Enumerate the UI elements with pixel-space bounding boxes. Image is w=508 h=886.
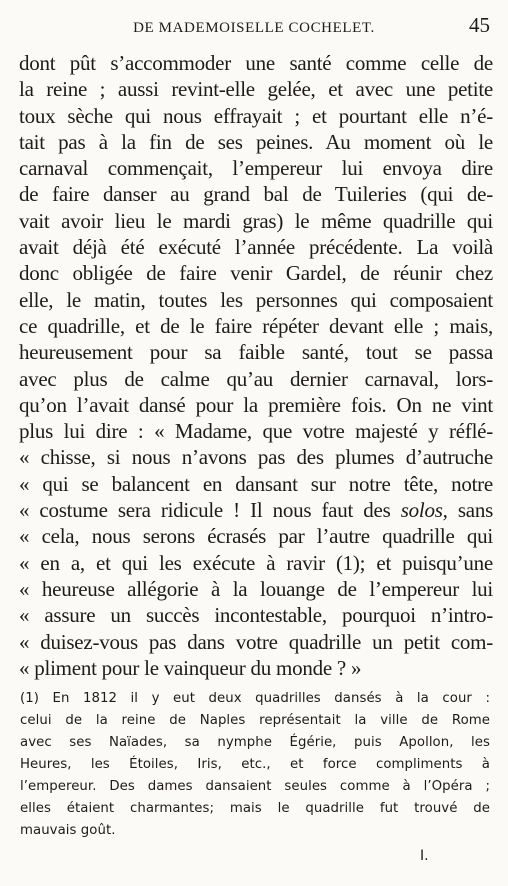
text-line: « cela, nous serons écrasés par l’autre quadrille qui [19,524,493,549]
text-line: « en a, et qui les exécute à ravir (1); et puisqu’une [19,550,493,575]
text-line: avec plus de calme qu’au dernier carnaval, lors- [19,366,493,391]
text-line: avait déjà été exécuté l’année précédente. La voilà [19,235,493,260]
text-line: de faire danser au grand bal de Tuileries (qui de- [19,182,493,207]
text-line: carnaval commençait, l’empereur lui envoya dire [19,156,493,181]
text-fragment: sans [447,498,493,523]
main-text [19,50,493,681]
footnote [20,688,490,842]
text-line: « pliment pour le vainqueur du monde ? » [19,655,362,680]
footnote-line: l’empereur. Des dames dansaient seules comme à l’Opéra ; [20,779,490,794]
footnote-line: (1) En 1812 il y eut deux quadrilles dansés à la cour : [20,691,490,706]
text-line: donc obligée de faire venir Gardel, de réunir chez [19,261,493,286]
text-line: elle, le matin, toutes les personnes qui composaient [19,287,493,312]
footnote-line: mauvais goût. [20,823,116,838]
text-line-with-italic [19,497,493,523]
text-line: « assure un succès incontestable, pourquoi n’intro- [19,603,493,628]
text-line: toux sèche qui nous effrayait ; et pourtant elle n’é- [19,103,493,128]
page-number: 45 [469,13,490,37]
text-line: « duisez-vous pas dans votre quadrille un petit com- [19,629,493,654]
text-line: « heureuse allégorie à la louange de l’empereur lui [19,576,493,601]
text-line: plus lui dire : « Madame, que votre majesté y réflé- [19,419,493,444]
text-line: vait avoir lieu le mardi gras) le même quadrille qui [19,208,493,233]
text-line: « chisse, si nous n’avons pas des plumes d’autruche [19,445,493,470]
footnote-line: avec ses Naïades, sa nymphe Égérie, puis Apollon, les [20,735,490,750]
text-line: heureusement pour sa faible santé, tout se passa [19,340,493,365]
running-title: DE MADEMOISELLE COCHELET. [133,20,375,36]
text-line: la reine ; aussi revint-elle gelée, et avec une petite [19,77,493,102]
text-fragment: « costume sera ridicule ! Il nous faut des [19,498,401,523]
text-line: « qui se balancent en dansant sur notre tête, notre [19,471,493,496]
signature-mark: I. [420,848,429,864]
footnote-line: Heures, les Étoiles, Iris, etc., et force compliments à [20,757,490,772]
footnote-line: celui de la reine de Naples représentait la ville de Rome [20,713,490,728]
text-line: tait pas à la fin de ses peines. Au moment où le [19,129,493,154]
italic-word: solos, [400,498,448,523]
running-head [18,10,490,40]
footnote-line: elles étaient charmantes; mais le quadrille fut trouvé de [20,801,490,816]
text-line: dont pût s’accommoder une santé comme celle de [19,51,493,75]
text-line: qu’on l’avait dansé pour la première fois. On ne vint [19,392,493,417]
text-line: ce quadrille, et de le faire répéter devant elle ; mais, [19,313,493,338]
